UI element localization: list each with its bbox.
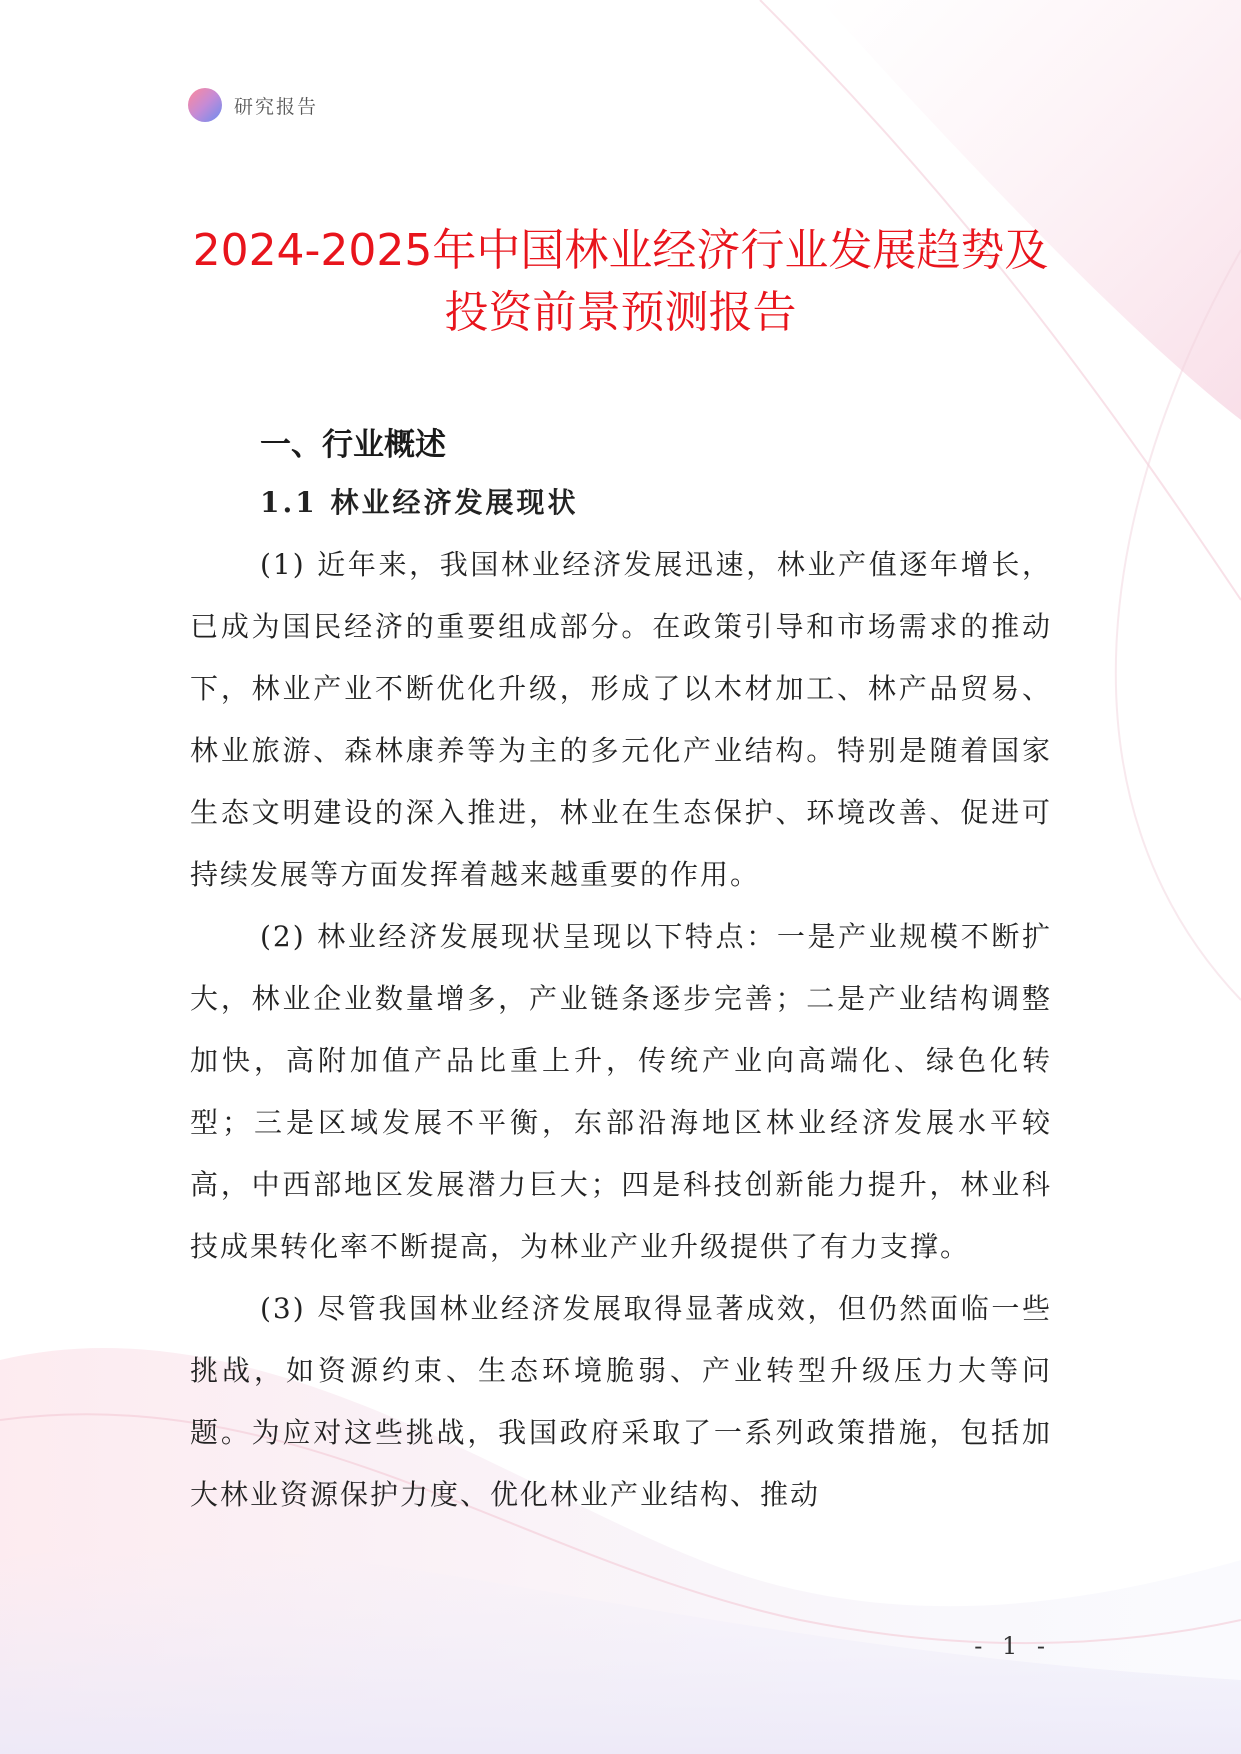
subsection-heading: 1.1 林业经济发展现状 xyxy=(260,486,579,519)
title-line-2: 投资前景预测报告 xyxy=(444,287,797,338)
header-label: 研究报告 xyxy=(234,95,319,118)
paragraph-3: (3) 尽管我国林业经济发展取得显著成效，但仍然面临一些挑战，如资源约束、生态环境脆弱、产业转型升级压力大等问题。为应对这些挑战，我国政府采取了一系列政策措施，包括加大林业资源保护力度、优化林业产业结构、推动 xyxy=(190,1292,1052,1511)
paragraph-2: (2) 林业经济发展现状呈现以下特点：一是产业规模不断扩大，林业企业数量增多，产业链条逐步完善；二是产业结构调整加快，高附加值产品比重上升，传统产业向高端化、绿色化转型；三是区域发展不平衡，东部沿海地区林业经济发展水平较高，中西部地区发展潜力巨大；四是科技创新能力提升，林业科技成果转化率不断提高，为林业产业升级提供了有力支撑。 xyxy=(190,920,1052,1263)
report-body xyxy=(190,418,1052,1526)
title-line-1: 2024-2025年中国林业经济行业发展趋势及 xyxy=(192,225,1049,276)
report-title xyxy=(150,220,1091,344)
paragraph-1: (1) 近年来，我国林业经济发展迅速，林业产值逐年增长，已成为国民经济的重要组成部分。在政策引导和市场需求的推动下，林业产业不断优化升级，形成了以木材加工、林产品贸易、林业旅游、森林康养等为主的多元化产业结构。特别是随着国家生态文明建设的深入推进，林业在生态保护、环境改善、促进可持续发展等方面发挥着越来越重要的作用。 xyxy=(190,548,1052,891)
report-header xyxy=(188,88,318,122)
section-heading: 一、行业概述 xyxy=(260,427,446,463)
bg-arc-top-right xyxy=(820,0,1241,420)
page-number: - 1 - xyxy=(974,1632,1051,1660)
gradient-circle-logo-icon xyxy=(188,88,222,122)
